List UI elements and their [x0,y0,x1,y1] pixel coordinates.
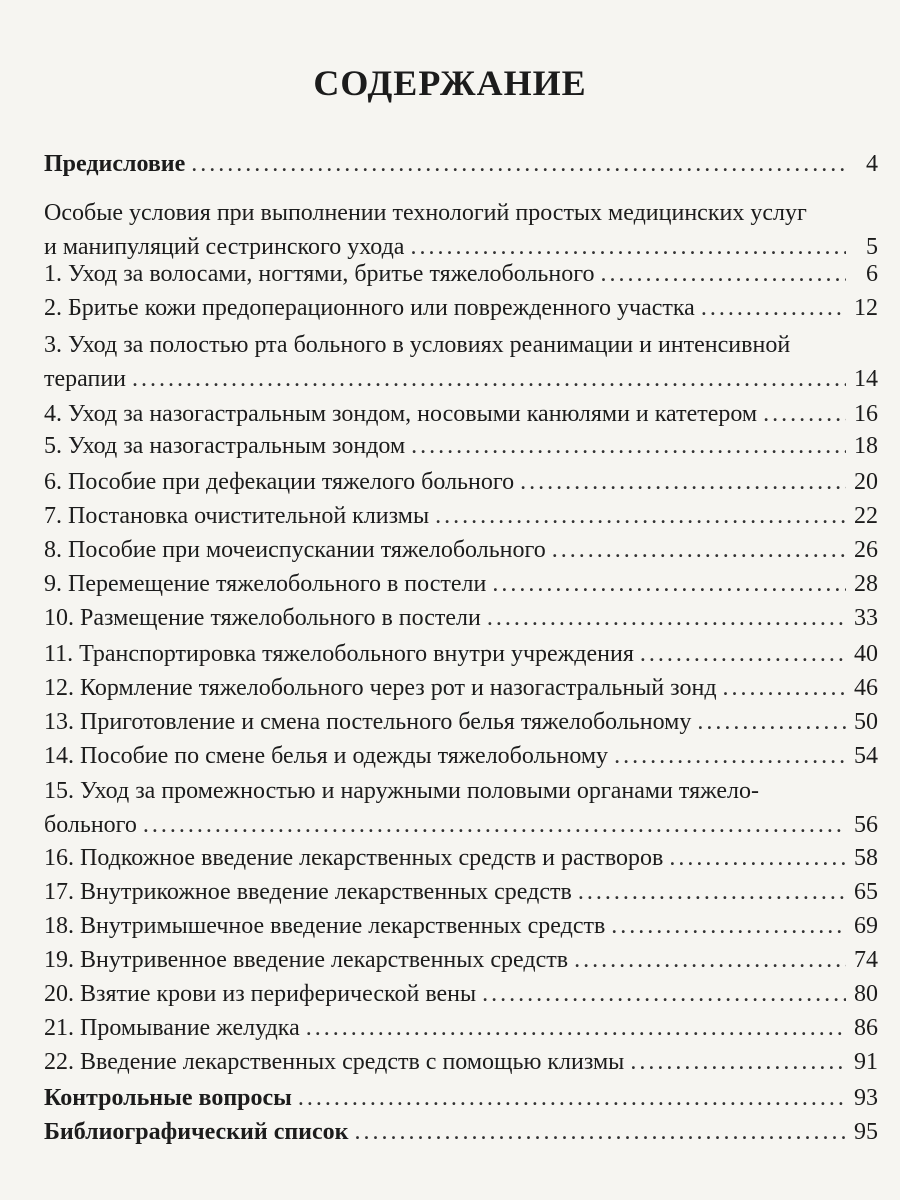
toc-entry [44,978,878,1010]
toc-entry-row [44,706,878,738]
toc-entry [44,602,878,634]
toc-entry [44,1012,878,1044]
toc-entry-row [44,842,878,874]
toc-entry-text: 17. Внутрикожное введение лекарственных средств [44,879,572,905]
dot-leader [600,258,846,290]
toc-entry-row [44,500,878,532]
toc-entry-text-line: 3. Уход за полостью рта больного в условиях реанимации и интенсивной [44,332,791,358]
toc-entry-row [44,148,878,180]
toc-entry [44,672,878,704]
toc-entry-page-number: 95 [854,1119,878,1145]
toc-entry-row [44,466,878,498]
dot-leader [306,1012,846,1044]
toc-entry [44,706,878,738]
toc-entry-text: 18. Внутримышечное введение лекарственных средств [44,913,606,939]
dot-leader [354,1116,846,1148]
toc-entry [44,258,878,290]
toc-entry-row [44,398,878,430]
toc-entry [44,148,878,180]
toc-entry-row [44,978,878,1010]
toc-entry [44,196,878,264]
toc-entry-row [44,362,878,396]
toc-entry-page-number: 91 [854,1049,878,1075]
toc-entry [44,944,878,976]
toc-entry-row [44,1082,878,1114]
toc-entry [44,774,878,842]
toc-entry-text: 2. Бритье кожи предоперационного или поврежденного участка [44,295,695,321]
toc-entry [44,568,878,600]
toc-entry-page-number: 33 [854,605,878,631]
toc-entry-text: 8. Пособие при мочеиспускании тяжелобольного [44,537,546,563]
toc-entry-text: Контрольные вопросы [44,1085,292,1111]
toc-entry-text: 12. Кормление тяжелобольного через рот и назогастральный зонд [44,675,717,701]
toc-entry-page-number: 20 [854,469,878,495]
toc-entry-page-number: 69 [854,913,878,939]
dot-leader [723,672,846,704]
toc-entry-text: 7. Постановка очистительной клизмы [44,503,430,529]
toc-entry-text: Библиографический список [44,1119,349,1145]
toc-entry-page-number: 6 [866,261,878,287]
toc-entry-page-number: 93 [854,1085,878,1111]
dot-leader [701,292,846,324]
dot-leader [482,978,846,1010]
dot-leader [669,842,846,874]
toc-entry [44,876,878,908]
toc-entry-row [44,944,878,976]
toc-entry-page-number: 54 [854,743,878,769]
toc-entry-text: 21. Промывание желудка [44,1015,300,1041]
toc-entry-page-number: 74 [854,947,878,973]
page-title: СОДЕРЖАНИЕ [313,63,587,103]
toc-entry-page-number: 46 [854,675,878,701]
toc-entry-text: 13. Приготовление и смена постельного белья тяжелобольному [44,709,692,735]
dot-leader [630,1046,846,1078]
toc-entry [44,910,878,942]
toc-entry-row [44,1116,878,1148]
dot-leader [298,1082,846,1114]
toc-entry-text: терапии [44,366,127,392]
toc-entry-row [44,258,878,290]
toc-entry-page-number: 18 [854,433,878,459]
toc-entry-text-line: 15. Уход за промежностью и наружными половыми органами тяжело- [44,778,759,804]
dot-leader [191,148,846,180]
toc-entry-row [44,740,878,772]
toc-entry [44,292,878,324]
toc-entry-text: 6. Пособие при дефекации тяжелого больного [44,469,515,495]
toc-entry-text: 11. Транспортировка тяжелобольного внутри учреждения [44,641,634,667]
toc-entry-text: 9. Перемещение тяжелобольного в постели [44,571,487,597]
toc-entry [44,740,878,772]
toc-entry-row [44,292,878,324]
toc-entry-page-number: 26 [854,537,878,563]
toc-entry-page-number: 22 [854,503,878,529]
dot-leader [611,910,846,942]
toc-entry-text: 4. Уход за назогастральным зондом, носовыми канюлями и катетером [44,401,758,427]
toc-entry [44,466,878,498]
dot-leader [435,500,846,532]
toc-entry-page-number: 50 [854,709,878,735]
toc-entry [44,1116,878,1148]
toc-entry-page-number: 80 [854,981,878,1007]
toc-entry-row [44,808,878,842]
dot-leader [578,876,846,908]
toc-entry-row [44,534,878,566]
dot-leader [143,808,846,842]
toc-entry-row [44,568,878,600]
toc-entry-row [44,1012,878,1044]
toc-entry-page-number: 12 [854,295,878,321]
dot-leader [520,466,846,498]
toc-entry-page-number: 5 [866,234,878,260]
toc-entry [44,1082,878,1114]
toc-entry [44,534,878,566]
toc-entry-text: 20. Взятие крови из периферической вены [44,981,477,1007]
dot-leader [487,602,846,634]
toc-entry-text: 5. Уход за назогастральным зондом [44,433,406,459]
toc-entry-text-line: Особые условия при выполнении технологий простых медицинских услуг [44,200,807,226]
toc-entry [44,328,878,396]
toc-entry-text: больного [44,812,137,838]
toc-entry-text: 1. Уход за волосами, ногтями, бритье тяжелобольного [44,261,595,287]
dot-leader [574,944,846,976]
toc-entry-page-number: 58 [854,845,878,871]
toc-entry-page-number: 4 [866,151,878,177]
dot-leader [614,740,846,772]
toc-entry-row [44,638,878,670]
toc-entry-page-number: 56 [854,812,878,838]
toc-entry-page-number: 65 [854,879,878,905]
toc-entry [44,638,878,670]
toc-entry-page-number: 28 [854,571,878,597]
dot-leader [697,706,846,738]
toc-entry [44,430,878,462]
toc-entry-page-number: 14 [854,366,878,392]
toc-entry-row [44,1046,878,1078]
dot-leader [411,430,846,462]
toc-entry-text: 10. Размещение тяжелобольного в постели [44,605,481,631]
dot-leader [132,362,846,396]
dot-leader [492,568,846,600]
toc-entry-page-number: 86 [854,1015,878,1041]
toc-entry-text: и манипуляций сестринского ухода [44,234,405,260]
dot-leader [640,638,846,670]
toc-entry [44,398,878,430]
toc-entry-row [44,672,878,704]
toc-entry-row [44,430,878,462]
dot-leader [552,534,846,566]
toc-entry [44,500,878,532]
toc-entry [44,1046,878,1078]
toc-entry [44,842,878,874]
toc-entry-text: 19. Внутривенное введение лекарственных средств [44,947,569,973]
toc-entry-text: 22. Введение лекарственных средств с помощью клизмы [44,1049,625,1075]
dot-leader [763,398,846,430]
toc-entry-row [44,602,878,634]
toc-entry-text: 14. Пособие по смене белья и одежды тяжелобольному [44,743,609,769]
toc-entry-row [44,876,878,908]
toc-entry-text: 16. Подкожное введение лекарственных средств и растворов [44,845,664,871]
toc-entry-page-number: 40 [854,641,878,667]
toc-entry-text: Предисловие [44,151,186,177]
toc-entry-row [44,910,878,942]
toc-entry-page-number: 16 [854,401,878,427]
